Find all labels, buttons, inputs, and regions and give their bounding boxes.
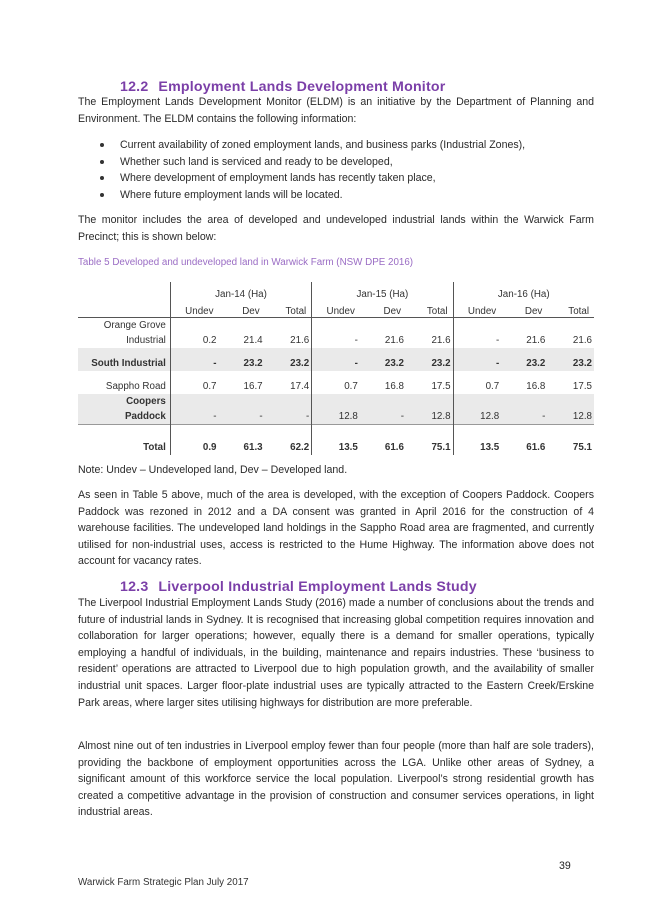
section-number: 12.2 [120,79,149,95]
table-spacer-row [78,348,594,356]
list-item: Whether such land is serviced and ready to be developed, [78,154,525,171]
table-cell: 21.6 [384,335,404,346]
table-cell: - [495,335,500,346]
table-cell: - [170,409,218,425]
table-row-label: Orange Grove [78,318,170,334]
table-cell: 12.8 [312,409,360,425]
table-group-header: Jan-15 (Ha) [312,282,453,300]
table-row-label: Coopers [78,394,170,409]
table-cell: 17.5 [572,381,592,392]
table-row [78,356,594,371]
table-cell: 16.7 [243,381,263,392]
table-cell: 12.8 [406,409,453,425]
table-cell: 13.5 [453,425,501,456]
table-caption: Table 5 Developed and undeveloped land in Warwick Farm (NSW DPE 2016) [78,257,414,268]
table-corner [78,300,170,318]
table-subheader: Dev [360,300,406,318]
bullet-icon [100,193,104,197]
list-item: Where future employment lands will be located. [78,187,525,204]
section-title: Employment Lands Development Monitor [158,79,446,95]
table-cell: - [360,409,406,425]
table-cell: - [453,356,501,371]
eldm-intro-paragraph: The Employment Lands Development Monitor (ELDM) is an initiative by the Department of Planning and Environment. The ELDM contains the following information: [78,96,594,125]
table-cell: 23.2 [360,356,406,371]
analysis-paragraph: As seen in Table 5 above, much of the area is developed, with the exception of Coopers Paddock. Coopers Paddock was rezoned in 2012 and a DA consent was granted in April 2016 for the construction of 4 warehouse facilities. The undeveloped land holdings in the Sappho Road area are fragmented, and currently utilised for non-industrial uses, access is restricted to the Hume Highway. The information above does not account for vacancy rates. [78,489,594,568]
table-cell: 0.2 [202,335,217,346]
monitor-paragraph: The monitor includes the area of developed and undeveloped industrial lands within the Warwick Farm Precinct; this is shown below: [78,214,594,243]
land-table [78,282,594,455]
table-subheader: Total [406,300,453,318]
table-cell: 12.8 [453,409,501,425]
study-paragraph-2: Almost nine out of ten industries in Liverpool employ fewer than four people (more than half are sole traders), providing the backbone of employment opportunities across the LGA. Unlike other areas of Sydney, a significant amount of this workforce service the local population. Liverpool’s strong residential growth has created a competitive advantage in the provision of construction and consumer services operations, in light industrial areas. [78,740,594,819]
table-cell: 21.6 [406,333,453,348]
table-cell: 21.6 [265,333,312,348]
table-subheader: Dev [219,300,265,318]
table-row-label: Total [78,425,170,456]
table-row [78,394,594,409]
table-cell: - [265,409,312,425]
table-cell: - [501,409,547,425]
table-cell: 61.6 [501,425,547,456]
table-cell: 61.3 [219,425,265,456]
bullet-icon [100,143,104,147]
list-item: Where development of employment lands has recently taken place, [78,170,525,187]
study-paragraph-1: The Liverpool Industrial Employment Lands Study (2016) made a number of conclusions about the trends and future of industrial lands in Sydney. It is recognised that increasing global competition requires innovation and collaboration for larger operations; however, equally there is a demand for smaller operations, typically employing a handful of individuals, in the building, maintenance and repairs industries. These ‘business to resident’ operations are attracted to Liverpool due to high population growth, and the availability of smaller industrial unit spaces. Larger floor-plate industrial uses are typically attracted to the Eastern Creek/Erskine Park areas, where larger sites utilising highways for distribution are more preferable. [78,597,594,709]
table-group-header: Jan-14 (Ha) [170,282,311,300]
table-cell: 16.8 [526,381,546,392]
table-cell: 17.5 [406,379,453,394]
section-heading-12-3 [120,579,477,595]
table-cell: 75.1 [406,425,453,456]
table-cell: 0.9 [170,425,218,456]
table-cell: - [354,335,358,346]
table-cell: 61.6 [360,425,406,456]
table-row-label: Sappho Road [78,379,170,394]
table-cell: 13.5 [312,425,360,456]
table-cell: 12.8 [547,409,594,425]
table-cell: 62.2 [265,425,312,456]
table-group-header: Jan-16 (Ha) [497,289,550,300]
table-subheader: Undev [170,300,218,318]
table-cell: - [312,356,360,371]
table-subheader: Total [547,300,594,318]
section-title: Liverpool Industrial Employment Lands Study [158,579,477,595]
table-cell: 16.8 [384,381,404,392]
table-cell: - [170,356,218,371]
table-cell: - [219,409,265,425]
table-row [78,409,594,425]
table-subheader: Dev [501,300,547,318]
table-cell: 21.4 [243,335,263,346]
table-row [78,379,594,394]
table-cell: 23.2 [501,356,547,371]
table-cell: 23.2 [265,356,312,371]
page-number: 39 [559,860,571,872]
table-spacer-row [78,371,594,379]
table-subheader: Total [265,300,312,318]
list-item: Current availability of zoned employment lands, and business parks (Industrial Zones), [78,137,525,154]
table-row [78,318,594,334]
table-row-label: Industrial [78,333,170,348]
table-cell: 23.2 [406,356,453,371]
table-total-row [78,425,594,456]
table-cell: 0.7 [202,381,217,392]
table-cell: 17.4 [265,379,312,394]
footer-text: Warwick Farm Strategic Plan July 2017 [78,877,249,888]
table-cell: 23.2 [547,356,594,371]
table-cell: 75.1 [547,425,594,456]
bullet-icon [100,176,104,180]
table-subheader: Undev [453,300,501,318]
table-subheader: Undev [312,300,360,318]
table-row-label: South Industrial [78,356,170,371]
table-cell: 21.6 [526,335,546,346]
table-row-label: Paddock [78,409,170,425]
section-heading-12-2 [120,79,445,95]
table-cell: 0.7 [344,381,358,392]
table-cell: 21.6 [572,335,592,346]
bullet-icon [100,160,104,164]
section-number: 12.3 [120,579,149,595]
table-corner [78,282,170,300]
table-note: Note: Undev – Undeveloped land, Dev – Developed land. [78,464,348,476]
eldm-info-list [78,137,525,203]
table-body [78,318,594,456]
table-cell: 0.7 [485,381,500,392]
table-cell: 23.2 [219,356,265,371]
table-row [78,333,594,348]
